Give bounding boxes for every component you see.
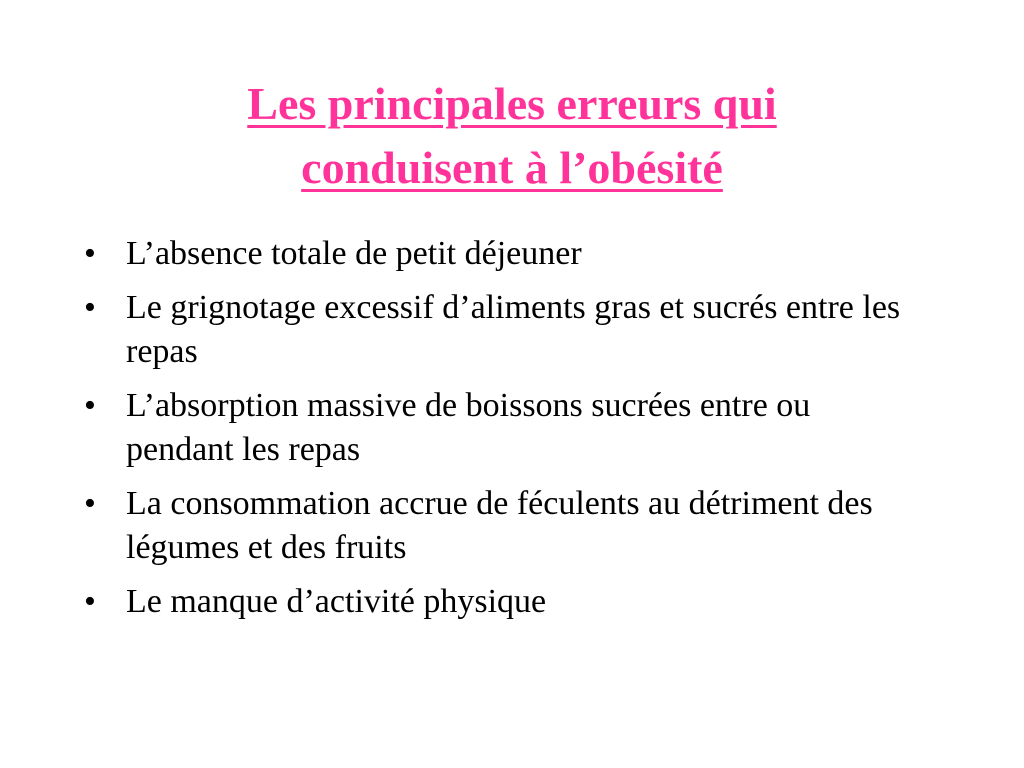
- bullet-item-snacking: [82, 286, 912, 374]
- bullet-dot-icon: •: [84, 235, 96, 272]
- slide-title-line-2: conduisent à l’obésité: [301, 142, 723, 193]
- bullet-text: Le grignotage excessif d’aliments gras et sucrés entre les repas: [126, 289, 901, 370]
- bullet-text: L’absorption massive de boissons sucrées entre ou pendant les repas: [126, 387, 811, 468]
- bullet-text: Le manque d’activité physique: [126, 583, 547, 620]
- bullet-dot-icon: •: [84, 485, 96, 522]
- bullet-dot-icon: •: [84, 387, 96, 424]
- bullet-item-physical-activity: [82, 580, 912, 624]
- bullet-item-starches: [82, 482, 912, 570]
- bullet-text: L’absence totale de petit déjeuner: [126, 235, 582, 272]
- bullet-dot-icon: •: [84, 289, 96, 326]
- bullet-list: [82, 232, 912, 634]
- bullet-dot-icon: •: [84, 583, 96, 620]
- bullet-item-breakfast: [82, 232, 912, 276]
- slide-title: [0, 72, 1024, 200]
- slide-title-line-1: Les principales erreurs qui: [247, 78, 777, 129]
- bullet-text: La consommation accrue de féculents au détriment des légumes et des fruits: [126, 485, 873, 566]
- bullet-item-sugary-drinks: [82, 384, 912, 472]
